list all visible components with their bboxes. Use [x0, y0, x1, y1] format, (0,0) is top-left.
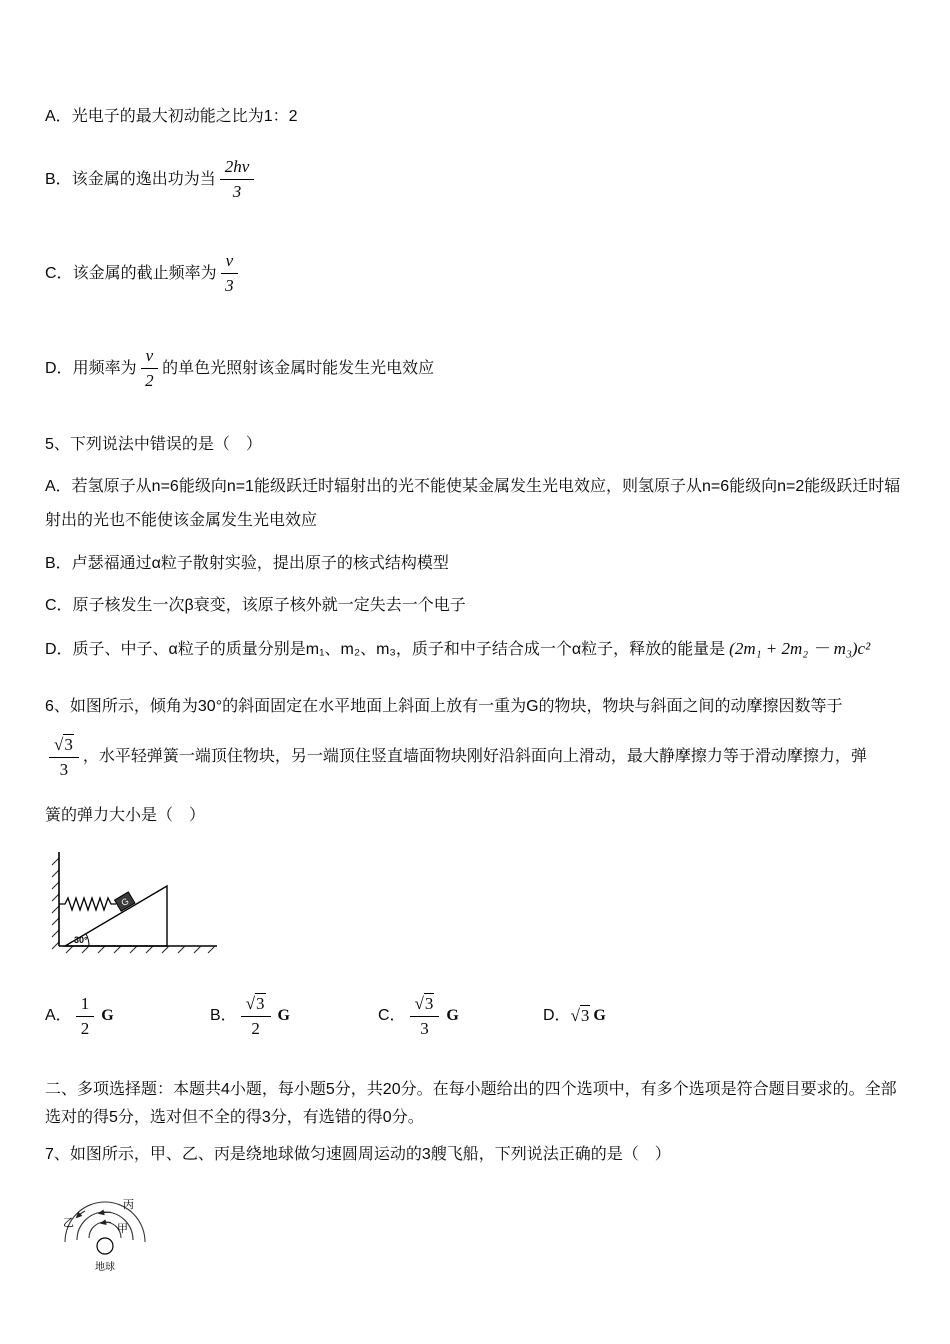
orbit-label-jia: 甲 [117, 1223, 128, 1236]
q6-option-b [210, 993, 378, 1040]
q4-option-d-post: 的单色光照射该金属时能发生光电效应 [162, 359, 435, 377]
sqrt-sign: √ [245, 993, 256, 1013]
sqrt-sign: √ [414, 993, 424, 1013]
sqrt-sign: √ [570, 1006, 580, 1026]
earth-orbits-figure [53, 1180, 171, 1276]
q6-incline-diagram [47, 848, 905, 967]
q5-option-c: C．原子核发生一次β衰变，该原子核外就一定失去一个电子 [45, 596, 466, 614]
q5-option-a: A．若氢原子从n=6能级向n=1能级跃迁时辐射出的光不能使某金属发生光电效应，则氢原子从n=6能级向n=2能级跃迁时辐射出的光也不能使该金属发生光电效应 [45, 478, 901, 529]
q4-option-c [45, 250, 905, 297]
q6-stem: 6、如图所示，倾角为30°的斜面固定在水平地面上斜面上放有一重为G的物块，物块与斜面之间的动摩擦因数等于 [45, 697, 843, 715]
ground-hatching [66, 946, 215, 953]
q6-option-a-label: A． [45, 1007, 72, 1025]
q4-option-d-pre: 用频率为 [72, 359, 137, 377]
q6-option-d-sqrt: √3 [570, 1006, 590, 1026]
q6-option-a [45, 993, 210, 1040]
q6-stem-continued [45, 734, 905, 781]
earth-circle [97, 1238, 113, 1254]
q4-option-a [45, 104, 905, 130]
q4-option-d [45, 345, 905, 392]
q5-option-b: B．卢瑟福通过α粒子散射实验，提出原子的核式结构模型 [45, 554, 449, 572]
q4-option-a-text: 光电子的最大初动能之比为1：2 [71, 108, 298, 125]
section2-header: 二、多项选择题：本题共4小题，每小题5分，共20分。在每小题给出的四个选项中，有多个选项是符合题目要求的。全部选对的得5分，选对但不全的得3分，有选错的得0分。 [45, 1081, 897, 1127]
q4-option-b-fraction: $\frac{2hv}{3}$ [220, 156, 255, 203]
q6-option-d [543, 1002, 606, 1030]
orbit-label-bing: 丙 [123, 1199, 134, 1212]
q6-options-row [45, 993, 905, 1040]
earth-label: 地球 [95, 1262, 115, 1274]
sqrt-sign: √ [54, 734, 64, 754]
q7-stem: 7、如图所示，甲、乙、丙是绕地球做匀速圆周运动的3艘飞船，下列说法正确的是（ ） [45, 1146, 671, 1164]
block [115, 891, 135, 910]
q5-stem: 5、下列说法中错误的是（ ） [45, 435, 262, 453]
orbit-label-yi: 乙 [63, 1217, 74, 1230]
wall-hatching [52, 858, 59, 949]
q6-option-c [378, 993, 543, 1040]
q4-option-b [45, 156, 905, 203]
q4-option-d-fraction: $\frac{v}{2}$ [141, 345, 159, 392]
q6-option-b-fraction: $\frac{√3}{2}$ [241, 993, 271, 1040]
arrow-middle [101, 1213, 111, 1214]
q6-stem-mid-text: ，水平轻弹簧一端顶住物块，另一端顶住竖直墙面物块刚好沿斜面向上滑动，最大静摩擦力等于滑动摩擦力，弹 [82, 748, 867, 766]
q4-option-a-label: A． [45, 108, 72, 125]
q6-option-a-suffix: G [101, 1007, 114, 1025]
q6-option-c-fraction: $\frac{√3}{3}$ [410, 993, 440, 1040]
block-weight-label: G [119, 895, 131, 908]
q6-option-a-fraction: $\frac{1}{2}$ [76, 993, 95, 1040]
q5-option-d-text: D．质子、中子、α粒子的质量分别是m₁、m₂、m₃，质子和中子结合成一个α粒子，释放的能量是 [45, 640, 726, 658]
q4-option-c-label: C． [45, 264, 73, 282]
q6-option-b-suffix: G [277, 1007, 290, 1025]
q6-option-c-label: C． [378, 1007, 406, 1025]
q6-option-b-label: B． [210, 1007, 237, 1025]
q4-option-b-text: 该金属的逸出功为当 [71, 171, 216, 189]
q5-option-d-formula: (2m₁ + 2m₂ － m₃)c² [729, 638, 871, 658]
q4-option-c-fraction: $\frac{v}{3}$ [221, 250, 239, 297]
spring [59, 898, 116, 910]
q6-option-d-suffix: G [593, 1007, 606, 1025]
q4-option-b-label: B． [45, 171, 72, 189]
q6-option-d-label: D． [543, 1007, 571, 1025]
incline-spring-figure [47, 848, 222, 958]
q6-stem-tail: 簧的弹力大小是（ ） [45, 807, 206, 825]
angle-label: 30° [74, 934, 88, 945]
q6-friction-fraction: $\frac{√3}{3}$ [49, 734, 79, 781]
q7-orbits-diagram [53, 1180, 905, 1285]
q6-option-c-suffix: G [446, 1007, 459, 1025]
q4-option-d-label: D． [45, 359, 73, 377]
q5-option-d [45, 632, 905, 666]
q4-option-c-text: 该金属的截止频率为 [72, 264, 217, 282]
